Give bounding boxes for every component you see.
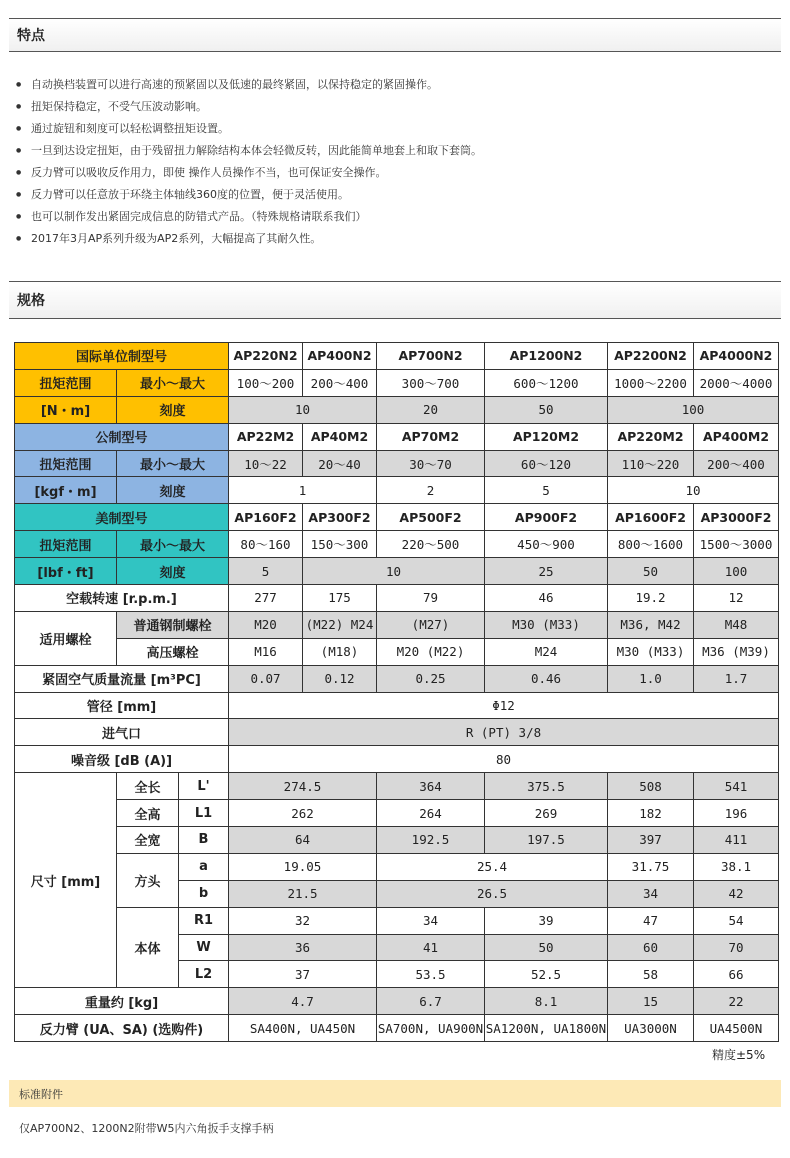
value-cell: 800～1600 — [608, 531, 694, 558]
accessory-heading: 标准附件 — [9, 1080, 781, 1107]
us-label: 美制型号 — [15, 504, 229, 531]
feature-item: ● 扭矩保持稳定，不受气压波动影响。 — [14, 96, 774, 118]
dim-symbol: L2 — [179, 961, 229, 988]
value-cell: 60 — [608, 934, 694, 961]
value-cell: 150～300 — [303, 531, 377, 558]
value-cell: 42 — [694, 880, 779, 907]
value-cell: 21.5 — [229, 880, 377, 907]
value-cell: 300～700 — [377, 369, 485, 396]
air-label: 紧固空气质量流量 [m³PC] — [15, 665, 229, 692]
value-cell: Φ12 — [229, 692, 779, 719]
spec-heading: 规格 — [9, 281, 781, 319]
speed-label: 空载转速 [r.p.m.] — [15, 585, 229, 612]
us-range-label: 扭矩范围 — [15, 531, 117, 558]
precision-note: 精度±5% — [712, 1048, 766, 1062]
value-cell: 269 — [485, 800, 608, 827]
value-cell: 5 — [229, 558, 303, 585]
value-cell: R (PT) 3/8 — [229, 719, 779, 746]
us-unit: [lbf・ft] — [15, 558, 117, 585]
model-cell: AP400M2 — [694, 423, 779, 450]
value-cell: 50 — [608, 558, 694, 585]
value-cell: 2000～4000 — [694, 369, 779, 396]
dim-width-label: 全宽 — [117, 827, 179, 854]
value-cell: 50 — [485, 396, 608, 423]
value-cell: (M22) M24 — [303, 611, 377, 638]
si-range-label: 扭矩范围 — [15, 369, 117, 396]
inlet-row — [15, 719, 779, 746]
value-cell: 19.2 — [608, 585, 694, 612]
model-cell: AP1200N2 — [485, 343, 608, 370]
value-cell: 30～70 — [377, 450, 485, 477]
value-cell: 4.7 — [229, 988, 377, 1015]
value-cell: 0.07 — [229, 665, 303, 692]
bolt-normal-label: 普通钢制螺栓 — [117, 611, 229, 638]
inlet-label: 进气口 — [15, 719, 229, 746]
model-cell: AP300F2 — [303, 504, 377, 531]
dim-label: 尺寸 [mm] — [15, 773, 117, 988]
value-cell: 15 — [608, 988, 694, 1015]
value-cell: SA700N, UA900N — [377, 1015, 485, 1042]
value-cell: 0.46 — [485, 665, 608, 692]
model-cell: AP900F2 — [485, 504, 608, 531]
value-cell: (M27) — [377, 611, 485, 638]
value-cell: 50 — [485, 934, 608, 961]
model-cell: AP1600F2 — [608, 504, 694, 531]
noise-row — [15, 746, 779, 773]
bolt-label: 适用螺栓 — [15, 611, 117, 665]
value-cell: 41 — [377, 934, 485, 961]
value-cell: 1000～2200 — [608, 369, 694, 396]
value-cell: M24 — [485, 638, 608, 665]
value-cell: UA3000N — [608, 1015, 694, 1042]
value-cell: SA1200N, UA1800N — [485, 1015, 608, 1042]
noise-label: 噪音级 [dB (A)] — [15, 746, 229, 773]
value-cell: 1.7 — [694, 665, 779, 692]
value-cell: 0.25 — [377, 665, 485, 692]
value-cell: 70 — [694, 934, 779, 961]
value-cell: 1 — [229, 477, 377, 504]
value-cell: SA400N, UA450N — [229, 1015, 377, 1042]
value-cell: 5 — [485, 477, 608, 504]
value-cell: 220～500 — [377, 531, 485, 558]
value-cell: 53.5 — [377, 961, 485, 988]
feature-item: ● 反力臂可以任意放于环绕主体轴线360度的位置，便于灵活使用。 — [14, 184, 774, 206]
value-cell: 20～40 — [303, 450, 377, 477]
value-cell: M36 (M39) — [694, 638, 779, 665]
value-cell: M20 — [229, 611, 303, 638]
value-cell: 31.75 — [608, 853, 694, 880]
dim-symbol: W — [179, 934, 229, 961]
model-cell: AP220M2 — [608, 423, 694, 450]
dim-symbol: b — [179, 880, 229, 907]
dim-r1-row — [15, 907, 779, 934]
dim-body-label: 本体 — [117, 907, 179, 988]
value-cell: 66 — [694, 961, 779, 988]
metric-minmax-row — [15, 450, 779, 477]
dim-length-row — [15, 773, 779, 800]
value-cell: M30 (M33) — [485, 611, 608, 638]
value-cell: 600～1200 — [485, 369, 608, 396]
value-cell: 364 — [377, 773, 485, 800]
speed-row — [15, 585, 779, 612]
dim-symbol: a — [179, 853, 229, 880]
model-cell: AP500F2 — [377, 504, 485, 531]
model-cell: AP2200N2 — [608, 343, 694, 370]
dim-length-label: 全长 — [117, 773, 179, 800]
si-unit: [N・m] — [15, 396, 117, 423]
value-cell: 450～900 — [485, 531, 608, 558]
value-cell: 38.1 — [694, 853, 779, 880]
model-cell: AP700N2 — [377, 343, 485, 370]
us-minmax-row — [15, 531, 779, 558]
dim-height-row — [15, 800, 779, 827]
value-cell: 80 — [229, 746, 779, 773]
value-cell: 0.12 — [303, 665, 377, 692]
value-cell: 10 — [229, 396, 377, 423]
value-cell: M30 (M33) — [608, 638, 694, 665]
value-cell: M16 — [229, 638, 303, 665]
weight-row — [15, 988, 779, 1015]
spec-table — [14, 342, 779, 1042]
value-cell: 2 — [377, 477, 485, 504]
value-cell: 411 — [694, 827, 779, 854]
value-cell: 58 — [608, 961, 694, 988]
value-cell: 100 — [608, 396, 779, 423]
value-cell: 10 — [303, 558, 485, 585]
si-model-row — [15, 343, 779, 370]
us-scale-row — [15, 558, 779, 585]
bolt-high-label: 高压螺栓 — [117, 638, 229, 665]
feature-item: ● 2017年3月AP系列升级为AP2系列，大幅提高了其耐久性。 — [14, 228, 774, 250]
value-cell: 32 — [229, 907, 377, 934]
value-cell: 25 — [485, 558, 608, 585]
air-row — [15, 665, 779, 692]
dim-symbol: L' — [179, 773, 229, 800]
metric-range-label: 扭矩范围 — [15, 450, 117, 477]
metric-unit: [kgf・m] — [15, 477, 117, 504]
value-cell: 192.5 — [377, 827, 485, 854]
pipe-label: 管径 [mm] — [15, 692, 229, 719]
dim-width-row — [15, 827, 779, 854]
metric-label: 公制型号 — [15, 423, 229, 450]
model-cell: AP70M2 — [377, 423, 485, 450]
feature-item: ● 反力臂可以吸收反作用力，即使 操作人员操作不当，也可保证安全操作。 — [14, 162, 774, 184]
value-cell: M20 (M22) — [377, 638, 485, 665]
value-cell: 37 — [229, 961, 377, 988]
model-cell: AP160F2 — [229, 504, 303, 531]
value-cell: 100 — [694, 558, 779, 585]
value-cell: 25.4 — [377, 853, 608, 880]
si-scale-row — [15, 396, 779, 423]
dim-height-label: 全高 — [117, 800, 179, 827]
value-cell: 274.5 — [229, 773, 377, 800]
value-cell: 541 — [694, 773, 779, 800]
feature-item: ● 自动换档装置可以进行高速的预紧固以及低速的最终紧固，以保持稳定的紧固操作。 — [14, 74, 774, 96]
us-minmax-label: 最小～最大 — [117, 531, 229, 558]
value-cell: 1.0 — [608, 665, 694, 692]
metric-minmax-label: 最小～最大 — [117, 450, 229, 477]
model-cell: AP40M2 — [303, 423, 377, 450]
us-scale-label: 刻度 — [117, 558, 229, 585]
si-label: 国际单位制型号 — [15, 343, 229, 370]
value-cell: 20 — [377, 396, 485, 423]
value-cell: UA4500N — [694, 1015, 779, 1042]
model-cell: AP3000F2 — [694, 504, 779, 531]
value-cell: 1500～3000 — [694, 531, 779, 558]
value-cell: 175 — [303, 585, 377, 612]
value-cell: 54 — [694, 907, 779, 934]
feature-item: ● 通过旋钮和刻度可以轻松调整扭矩设置。 — [14, 118, 774, 140]
metric-model-row — [15, 423, 779, 450]
metric-scale-row — [15, 477, 779, 504]
value-cell: M48 — [694, 611, 779, 638]
feature-item: ● 也可以制作发出紧固完成信息的防错式产品。（特殊规格请联系我们） — [14, 206, 774, 228]
dim-square-label: 方头 — [117, 853, 179, 907]
value-cell: 64 — [229, 827, 377, 854]
dim-symbol: B — [179, 827, 229, 854]
value-cell: 12 — [694, 585, 779, 612]
value-cell: 79 — [377, 585, 485, 612]
dim-symbol: R1 — [179, 907, 229, 934]
value-cell: 397 — [608, 827, 694, 854]
model-cell: AP120M2 — [485, 423, 608, 450]
bolt-high-row — [15, 638, 779, 665]
value-cell: 264 — [377, 800, 485, 827]
value-cell: 46 — [485, 585, 608, 612]
value-cell: 80～160 — [229, 531, 303, 558]
value-cell: (M18) — [303, 638, 377, 665]
arm-row — [15, 1015, 779, 1042]
value-cell: 19.05 — [229, 853, 377, 880]
value-cell: 200～400 — [303, 369, 377, 396]
us-model-row — [15, 504, 779, 531]
value-cell: 508 — [608, 773, 694, 800]
features-heading: 特点 — [9, 18, 781, 52]
value-cell: 47 — [608, 907, 694, 934]
arm-label: 反力臂 (UA、SA) (选购件) — [15, 1015, 229, 1042]
value-cell: 375.5 — [485, 773, 608, 800]
features-list — [14, 74, 774, 250]
value-cell: 182 — [608, 800, 694, 827]
value-cell: 262 — [229, 800, 377, 827]
value-cell: 10 — [608, 477, 779, 504]
bolt-normal-row — [15, 611, 779, 638]
value-cell: 277 — [229, 585, 303, 612]
value-cell: 6.7 — [377, 988, 485, 1015]
model-cell: AP4000N2 — [694, 343, 779, 370]
pipe-row — [15, 692, 779, 719]
value-cell: 197.5 — [485, 827, 608, 854]
model-cell: AP220N2 — [229, 343, 303, 370]
value-cell: 110～220 — [608, 450, 694, 477]
value-cell: 60～120 — [485, 450, 608, 477]
weight-label: 重量约 [kg] — [15, 988, 229, 1015]
metric-scale-label: 刻度 — [117, 477, 229, 504]
value-cell: 196 — [694, 800, 779, 827]
model-cell: AP22M2 — [229, 423, 303, 450]
value-cell: 52.5 — [485, 961, 608, 988]
value-cell: 200～400 — [694, 450, 779, 477]
si-minmax-row — [15, 369, 779, 396]
model-cell: AP400N2 — [303, 343, 377, 370]
dim-a-row — [15, 853, 779, 880]
dim-symbol: L1 — [179, 800, 229, 827]
value-cell: 34 — [608, 880, 694, 907]
value-cell: 100～200 — [229, 369, 303, 396]
value-cell: 26.5 — [377, 880, 608, 907]
value-cell: 8.1 — [485, 988, 608, 1015]
si-scale-label: 刻度 — [117, 396, 229, 423]
value-cell: 39 — [485, 907, 608, 934]
value-cell: 10～22 — [229, 450, 303, 477]
feature-item: ● 一旦到达设定扭矩，由于残留扭力解除结构本体会轻微反转，因此能简单地套上和取下套筒。 — [14, 140, 774, 162]
value-cell: 34 — [377, 907, 485, 934]
accessory-text: 仅AP700N2、1200N2附带W5内六角扳手支撑手柄 — [19, 1122, 274, 1135]
value-cell: 22 — [694, 988, 779, 1015]
si-minmax-label: 最小～最大 — [117, 369, 229, 396]
value-cell: M36, M42 — [608, 611, 694, 638]
value-cell: 36 — [229, 934, 377, 961]
